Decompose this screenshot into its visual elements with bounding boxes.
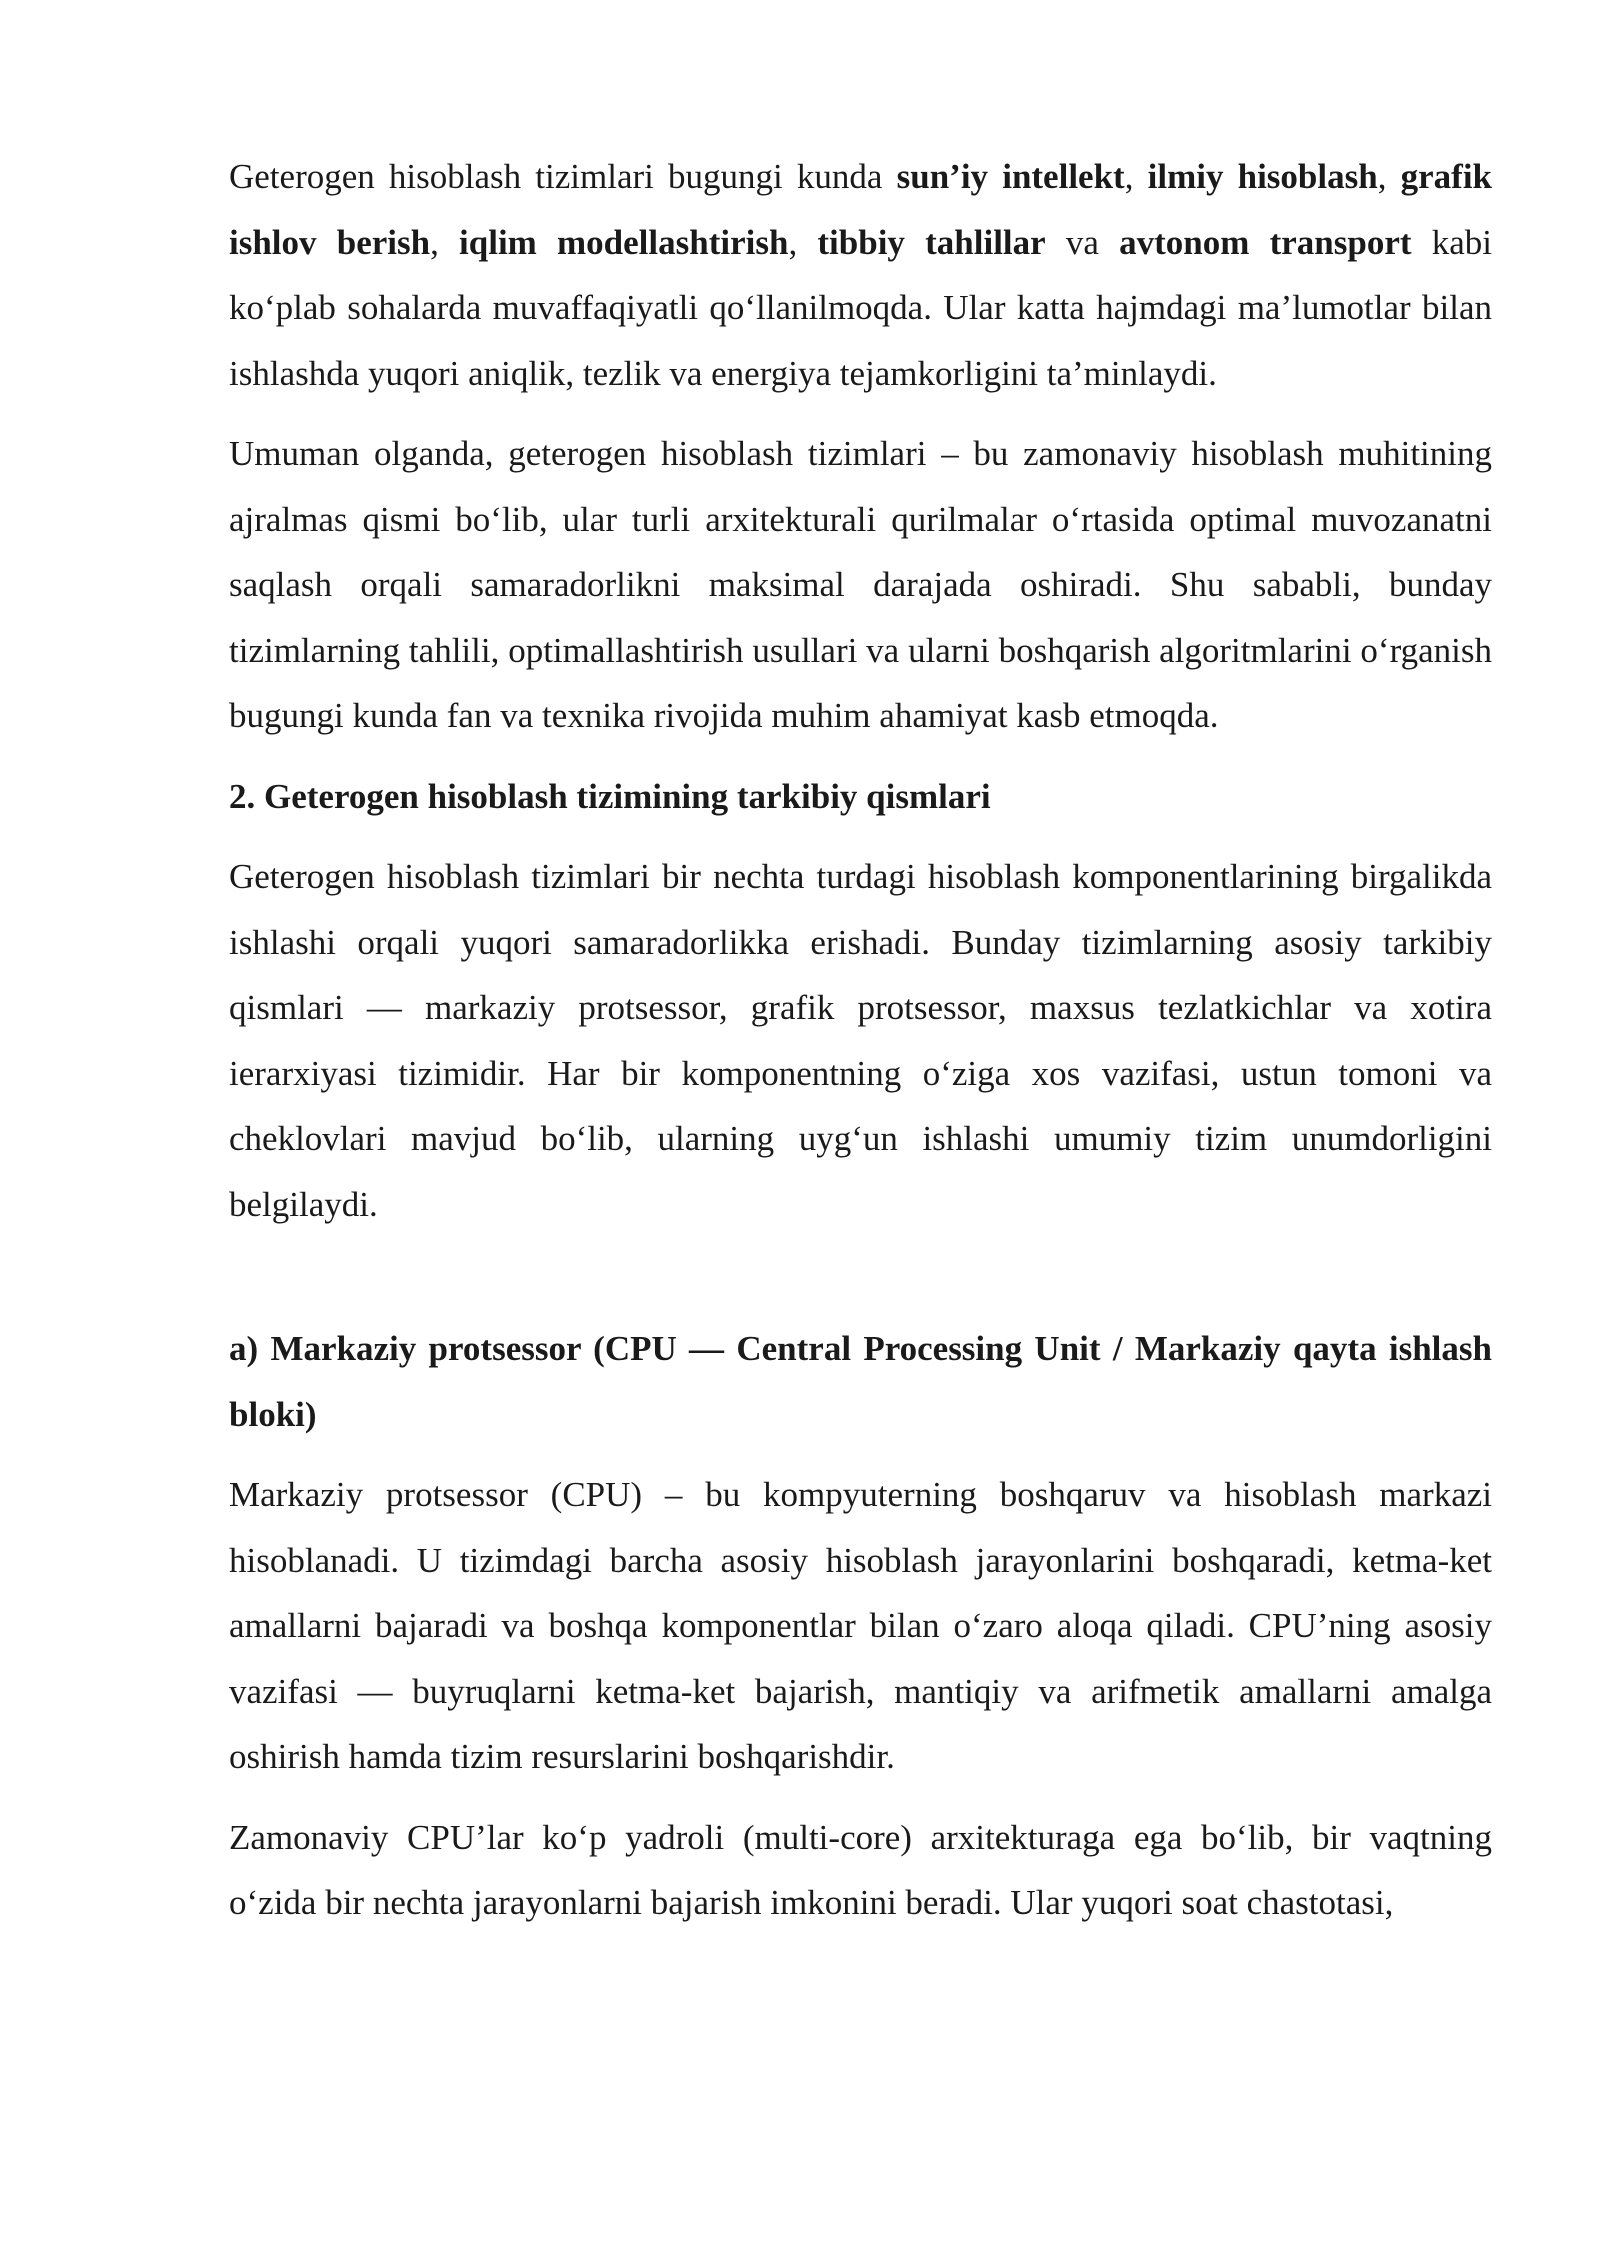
document-page <box>229 144 1492 1951</box>
bold-term: avtonom transport <box>1119 222 1412 262</box>
text-run: , <box>1377 157 1401 196</box>
paragraph-cpu-definition: Markaziy protsessor (CPU) – bu kompyuterning boshqaruv va hisoblash markazi hisoblanadi. U tizimdagi barcha asosiy hisoblash jarayonlarini boshqaradi, ketma-ket amallarni bajaradi va boshqa komponentlar bilan o‘zaro aloqa qiladi. CPU’ning asosiy vazifasi — buyruqlarni ketma-ket bajarish, mantiqiy va arifmetik amallarni amalga oshirish hamda tizim resurslarini boshqarishdir. <box>229 1475 1492 1776</box>
text-run: Geterogen hisoblash tizimlari bugungi kunda <box>229 157 897 196</box>
text-run: kabi ko‘plab sohalarda muvaffaqiyatli qo‘llanilmoqda. Ular katta hajmdagi ma’lumotlar bilan ishlashda yuqori aniqlik, tezlik va energiya tejamkorligini ta’minlaydi. <box>229 222 1492 393</box>
paragraph-summary: Umuman olganda, geterogen hisoblash tizimlari – bu zamonaviy hisoblash muhitining ajralmas qismi bo‘lib, ular turli arxitekturali qurilmalar o‘rtasida optimal muvozanatni saqlash orqali samaradorlikni maksimal darajada oshiradi. Shu sababli, bunday tizimlarning tahlili, optimallashtirish usullari va ularni boshqarish algoritmlarini o‘rganish bugungi kunda fan va texnika rivojida muhim ahamiyat kasb etmoqda. <box>229 434 1492 735</box>
text-run: va <box>1045 222 1120 262</box>
subsection-heading: a) Markaziy protsessor (CPU — Central Processing Unit / Markaziy qayta ishlash bloki) <box>229 1329 1492 1434</box>
bold-term: iqlim modellashtirish <box>459 222 789 262</box>
blank-line <box>229 1252 1492 1316</box>
bold-term: ilmiy hisoblash <box>1147 157 1378 196</box>
paragraph-applications <box>229 144 1492 406</box>
paragraph-components: Geterogen hisoblash tizimlari bir nechta turdagi hisoblash komponentlarining birgalikda ishlashi orqali yuqori samaradorlikka erishadi. Bunday tizimlarning asosiy tarkibiy qismlari — markaziy protsessor, grafik protsessor, maxsus tezlatkichlar va xotira ierarxiyasi tizimidir. Har bir komponentning o‘ziga xos vazifasi, ustun tomoni va cheklovlari mavjud bo‘lib, ularning uyg‘un ishlashi umumiy tizim unumdorligini belgilaydi. <box>229 857 1492 1224</box>
bold-term: sun’iy intellekt <box>896 157 1125 196</box>
text-run: , <box>1124 157 1148 196</box>
text-run: , <box>788 222 818 262</box>
bold-term: grafik ishlov berish <box>229 157 1493 262</box>
bold-term: tibbiy tahlillar <box>817 222 1046 262</box>
paragraph-cpu-multicore: Zamonaviy CPU’lar ko‘p yadroli (multi-core) arxitekturaga ega bo‘lib, bir vaqtning o‘zida bir nechta jarayonlarni bajarish imkonini beradi. Ular yuqori soat chastotasi, <box>229 1817 1492 1922</box>
section-heading: 2. Geterogen hisoblash tizimining tarkibiy qismlari <box>229 776 991 816</box>
text-run: , <box>430 222 460 262</box>
